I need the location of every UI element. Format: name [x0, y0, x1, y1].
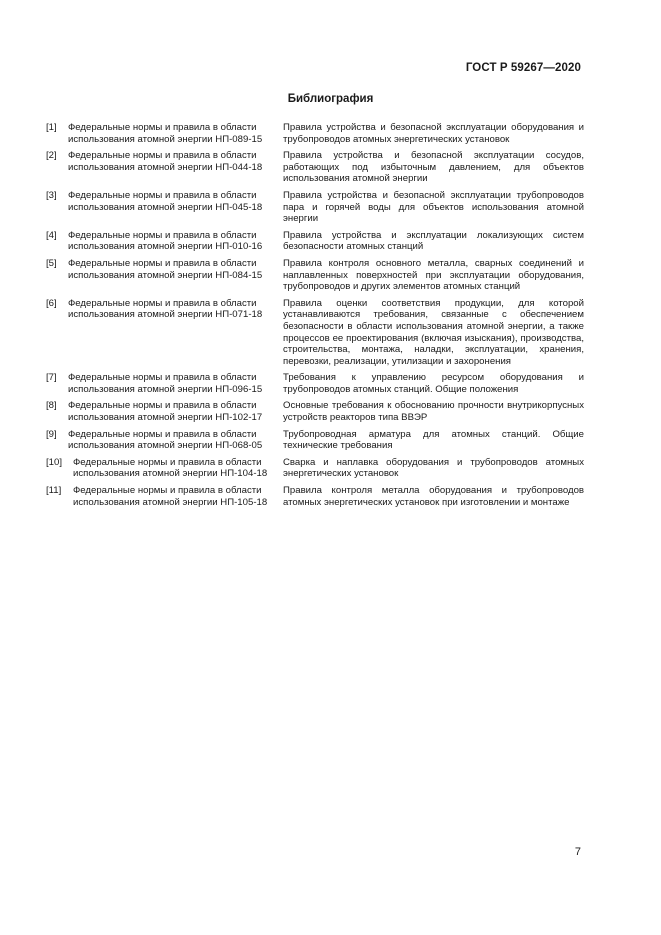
entry-source: Федеральные нормы и правила в области использования атомной энергии НП-096-15: [68, 372, 263, 395]
entry-number: [8]: [46, 400, 57, 412]
entry-source: Федеральные нормы и правила в области использования атомной энергии НП-105-18: [73, 485, 268, 508]
entry-title: Требования к управлению ресурсом оборудования и трубопроводов атомных станций. Общие положения: [283, 372, 584, 395]
bibliography-entry: [46, 429, 584, 452]
entry-title: Сварка и наплавка оборудования и трубопроводов атомных энергетических установок: [283, 456, 584, 480]
entry-source: Федеральные нормы и правила в области использования атомной энергии НП-068-05: [68, 428, 263, 452]
entry-number: [11]: [46, 485, 62, 497]
entry-source: Федеральные нормы и правила в области использования атомной энергии НП-084-15: [68, 257, 263, 281]
section-title: Библиография: [287, 93, 374, 105]
page-number: 7: [574, 846, 581, 858]
entry-source: Федеральные нормы и правила в области использования атомной энергии НП-044-18: [68, 150, 263, 173]
bibliography-entry: [46, 230, 584, 253]
bibliography-list: [46, 122, 584, 513]
entry-title: Правила устройства и безопасной эксплуатации трубопроводов пара и горячей воды для объектов использования атомной энергии: [283, 189, 584, 225]
entry-number: [10]: [46, 456, 63, 468]
entry-title: Основные требования к обоснованию прочности внутрикорпусных устройств реакторов типа ВВЭР: [283, 400, 584, 424]
entry-source: Федеральные нормы и правила в области использования атомной энергии НП-089-15: [68, 122, 263, 145]
entry-number: [6]: [46, 297, 57, 309]
entry-number: [7]: [46, 372, 57, 384]
entry-title: Правила контроля металла оборудования и трубопроводов атомных энергетических установок при изготовлении и монтаже: [283, 485, 584, 508]
bibliography-entry: [46, 122, 584, 145]
bibliography-entry: [46, 258, 584, 293]
bibliography-entry: [46, 190, 584, 225]
entry-title: Правила устройства и безопасной эксплуатации оборудования и трубопроводов атомных энергетических установок: [283, 122, 584, 145]
bibliography-entry: [46, 457, 584, 480]
entry-title: Правила контроля основного металла, сварных соединений и наплавленных поверхностей при эксплуатации оборудования, трубопроводов и других элементов атомных станций: [283, 257, 584, 293]
entry-title: Правила оценки соответствия продукции, для которой устанавливаются требования, связанные с обеспечением безопасности в области использования атомной энергии, а также процессов ее проектирования (включая изыскания), производства, строительства, монтажа, наладки, эксплуатации, хранения, перевозки, реализации, утилизации и захоронения: [283, 297, 584, 367]
bibliography-entry: [46, 485, 584, 508]
entry-number: [2]: [46, 150, 57, 162]
bibliography-entry: [46, 400, 584, 423]
bibliography-entry: [46, 372, 584, 395]
entry-number: [1]: [46, 122, 57, 133]
bibliography-entry: [46, 150, 584, 185]
entry-number: [4]: [46, 229, 57, 241]
entry-source: Федеральные нормы и правила в области использования атомной энергии НП-102-17: [68, 400, 263, 424]
entry-title: Правила устройства и эксплуатации локализующих систем безопасности атомных станций: [283, 229, 584, 253]
entry-title: Трубопроводная арматура для атомных станций. Общие технические требования: [283, 428, 584, 452]
entry-source: Федеральные нормы и правила в области использования атомной энергии НП-071-18: [68, 297, 263, 321]
entry-number: [5]: [46, 257, 57, 269]
entry-source: Федеральные нормы и правила в области использования атомной энергии НП-045-18: [68, 189, 263, 213]
bibliography-entry: [46, 298, 584, 368]
entry-number: [9]: [46, 428, 57, 440]
entry-number: [3]: [46, 189, 57, 201]
entry-source: Федеральные нормы и правила в области использования атомной энергии НП-104-18: [73, 456, 268, 480]
document-header-code: ГОСТ Р 59267—2020: [465, 62, 581, 74]
entry-source: Федеральные нормы и правила в области использования атомной энергии НП-010-16: [68, 229, 263, 253]
entry-title: Правила устройства и безопасной эксплуатации сосудов, работающих под избыточным давлением, для объектов использования атомной энергии: [283, 150, 584, 185]
